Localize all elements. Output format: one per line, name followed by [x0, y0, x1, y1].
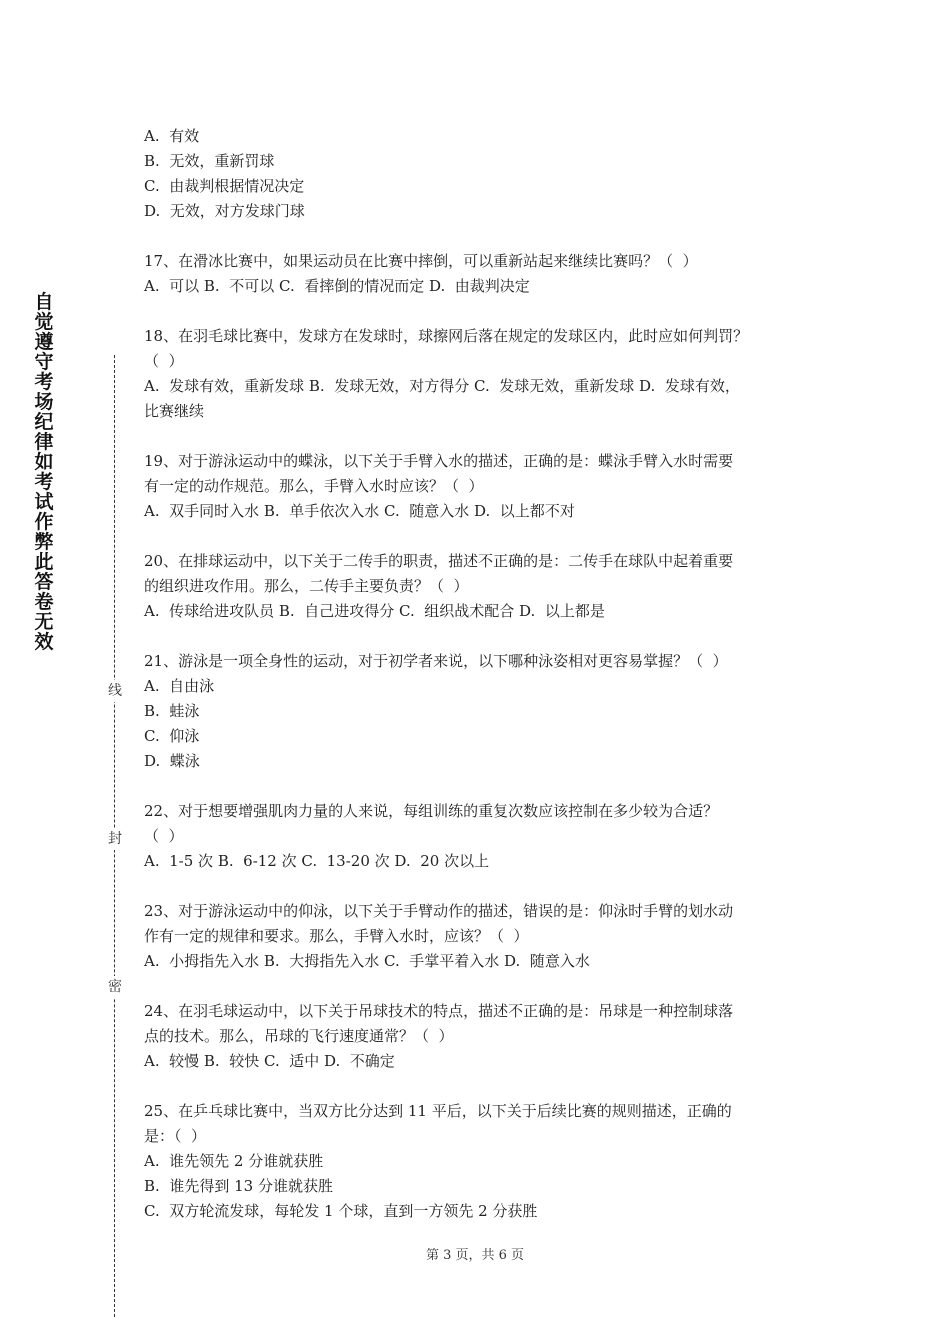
side-discipline-notice: 自觉遵守考场纪律如考试作弊此答卷无效 — [34, 291, 54, 653]
option-line: D. 蝶泳 — [144, 752, 200, 770]
question-text: 作有一定的规律和要求。那么，手臂入水时，应该？（ ） — [144, 927, 529, 945]
question-text: 20、在排球运动中，以下关于二传手的职责，描述不正确的是：二传手在球队中起着重要 — [144, 552, 734, 570]
question-list — [144, 124, 814, 1224]
question-text: （ ） — [144, 827, 184, 845]
question-18 — [144, 324, 814, 424]
seal-mark-secret: 密 — [106, 976, 124, 998]
question-text: 18、在羽毛球比赛中，发球方在发球时，球擦网后落在规定的发球区内，此时应如何判罚？ — [144, 327, 749, 345]
question-22 — [144, 799, 814, 874]
question-text: 19、对于游泳运动中的蝶泳，以下关于手臂入水的描述，正确的是：蝶泳手臂入水时需要 — [144, 452, 734, 470]
option-line: A. 发球有效，重新发球 B. 发球无效，对方得分 C. 发球无效，重新发球 D. 发球有效， — [144, 377, 740, 395]
question-text: 25、在乒乓球比赛中，当双方比分达到 11 平后，以下关于后续比赛的规则描述，正确的 — [144, 1102, 732, 1120]
option-line: C. 双方轮流发球，每轮发 1 个球，直到一方领先 2 分获胜 — [144, 1202, 538, 1220]
question-25 — [144, 1099, 814, 1224]
option-line: A. 小拇指先入水 B. 大拇指先入水 C. 手掌平着入水 D. 随意入水 — [144, 952, 590, 970]
option-line: 比赛继续 — [144, 402, 205, 420]
option-line: C. 由裁判根据情况决定 — [144, 177, 305, 195]
question-text: 有一定的动作规范。那么，手臂入水时应该？（ ） — [144, 477, 484, 495]
question-17 — [144, 249, 814, 299]
question-16-options — [144, 124, 814, 224]
option-line: B. 无效，重新罚球 — [144, 152, 275, 170]
question-text: 是：（ ） — [144, 1127, 207, 1145]
question-text: 22、对于想要增强肌肉力量的人来说，每组训练的重复次数应该控制在多少较为合适？ — [144, 802, 719, 820]
seal-mark-line: 线 — [106, 680, 124, 702]
question-text: 17、在滑冰比赛中，如果运动员在比赛中摔倒，可以重新站起来继续比赛吗？（ ） — [144, 252, 698, 270]
option-line: A. 自由泳 — [144, 677, 215, 695]
question-text: 21、游泳是一项全身性的运动，对于初学者来说，以下哪种泳姿相对更容易掌握？（ ） — [144, 652, 728, 670]
question-text: 的组织进攻作用。那么，二传手主要负责？（ ） — [144, 577, 469, 595]
option-line: B. 谁先得到 13 分谁就获胜 — [144, 1177, 333, 1195]
option-line: A. 双手同时入水 B. 单手依次入水 C. 随意入水 D. 以上都不对 — [144, 502, 575, 520]
page-number-footer: 第 3 页，共 6 页 — [425, 1248, 525, 1263]
question-text: （ ） — [144, 352, 184, 370]
question-21 — [144, 649, 814, 774]
option-line: A. 谁先领先 2 分谁就获胜 — [144, 1152, 324, 1170]
question-24 — [144, 999, 814, 1074]
option-line: D. 无效，对方发球门球 — [144, 202, 305, 220]
question-text: 23、对于游泳运动中的仰泳，以下关于手臂动作的描述，错误的是：仰泳时手臂的划水动 — [144, 902, 734, 920]
option-line: A. 有效 — [144, 127, 200, 145]
question-20 — [144, 549, 814, 624]
question-23 — [144, 899, 814, 974]
option-line: A. 较慢 B. 较快 C. 适中 D. 不确定 — [144, 1052, 395, 1070]
seal-mark-seal: 封 — [106, 828, 124, 850]
question-text: 24、在羽毛球运动中，以下关于吊球技术的特点，描述不正确的是：吊球是一种控制球落 — [144, 1002, 734, 1020]
option-line: A. 传球给进攻队员 B. 自己进攻得分 C. 组织战术配合 D. 以上都是 — [144, 602, 605, 620]
question-text: 点的技术。那么，吊球的飞行速度通常？（ ） — [144, 1027, 454, 1045]
option-line: A. 可以 B. 不可以 C. 看摔倒的情况而定 D. 由裁判决定 — [144, 277, 530, 295]
option-line: C. 仰泳 — [144, 727, 200, 745]
question-19 — [144, 449, 814, 524]
option-line: B. 蛙泳 — [144, 702, 200, 720]
option-line: A. 1-5 次 B. 6-12 次 C. 13-20 次 D. 20 次以上 — [144, 852, 490, 870]
